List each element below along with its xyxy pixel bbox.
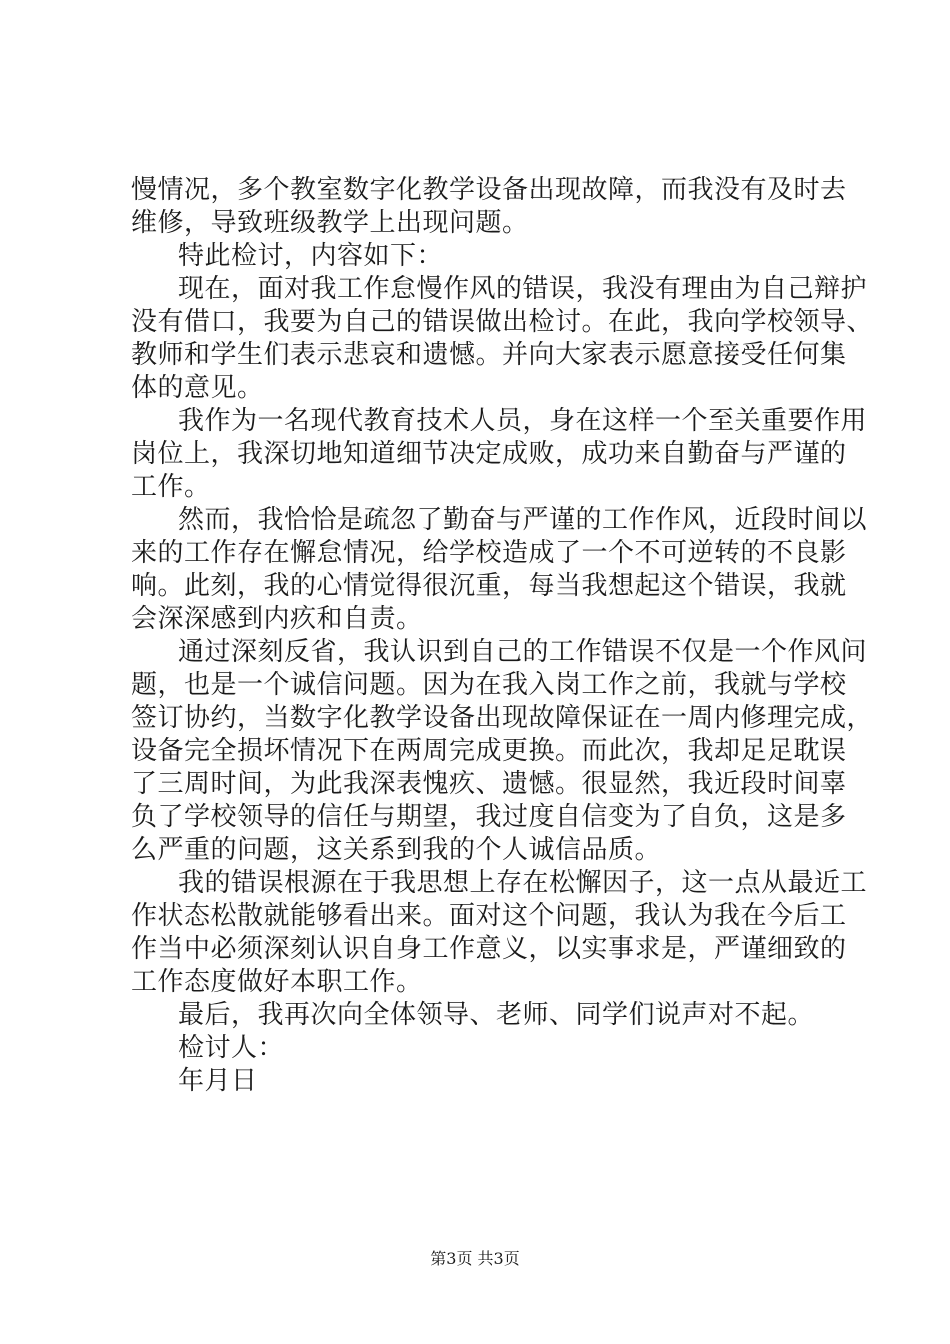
text-line: 响。此刻，我的心情觉得很沉重，每当我想起这个错误，我就 bbox=[131, 571, 847, 601]
text-line: 作当中必须深刻认识自身工作意义，以实事求是，严谨细致的 bbox=[131, 934, 847, 964]
page-number: 第3页 共3页 bbox=[430, 1249, 520, 1268]
text-line: 教师和学生们表示悲哀和遗憾。并向大家表示愿意接受任何集 bbox=[131, 340, 847, 370]
text-line: 没有借口，我要为自己的错误做出检讨。在此，我向学校领导、 bbox=[131, 307, 874, 337]
text-line: 会深深感到内疚和自责。 bbox=[131, 604, 423, 634]
text-line: 慢情况，多个教室数字化教学设备出现故障，而我没有及时去 bbox=[131, 175, 847, 205]
date-label: 年月日 bbox=[178, 1066, 258, 1096]
text-line: 来的工作存在懈怠情况，给学校造成了一个不可逆转的不良影 bbox=[131, 538, 847, 568]
text-line: 作状态松散就能够看出来。面对这个问题，我认为我在今后工 bbox=[131, 901, 847, 931]
text-line: 现在，面对我工作怠慢作风的错误，我没有理由为自己辩护 bbox=[178, 274, 868, 304]
text-line: 负了学校领导的信任与期望，我过度自信变为了自负，这是多 bbox=[131, 802, 847, 832]
text-line: 体的意见。 bbox=[131, 373, 264, 403]
text-line: 工作态度做好本职工作。 bbox=[131, 967, 423, 997]
text-line: 签订协约，当数字化教学设备出现故障保证在一周内修理完成， bbox=[131, 703, 874, 733]
text-line: 我作为一名现代教育技术人员，身在这样一个至关重要作用 bbox=[178, 406, 868, 436]
text-line: 最后，我再次向全体领导、老师、同学们说声对不起。 bbox=[178, 1000, 815, 1030]
text-line: 特此检讨，内容如下： bbox=[178, 241, 444, 271]
signature-label: 检讨人： bbox=[178, 1033, 285, 1063]
text-line: 岗位上，我深切地知道细节决定成败，成功来自勤奋与严谨的 bbox=[131, 439, 847, 469]
text-line: 题，也是一个诚信问题。因为在我入岗工作之前，我就与学校 bbox=[131, 670, 847, 700]
text-line: 然而，我恰恰是疏忽了勤奋与严谨的工作作风，近段时间以 bbox=[178, 505, 868, 535]
text-line: 了三周时间，为此我深表愧疚、遗憾。很显然，我近段时间辜 bbox=[131, 769, 847, 799]
text-line: 维修，导致班级教学上出现问题。 bbox=[131, 208, 529, 238]
document-body bbox=[131, 174, 874, 1098]
text-line: 通过深刻反省，我认识到自己的工作错误不仅是一个作风问 bbox=[178, 637, 868, 667]
text-line: 工作。 bbox=[131, 472, 211, 502]
text-line: 么严重的问题，这关系到我的个人诚信品质。 bbox=[131, 835, 662, 865]
text-line: 设备完全损坏情况下在两周完成更换。而此次，我却足足耽误 bbox=[131, 736, 847, 766]
text-line: 我的错误根源在于我思想上存在松懈因子，这一点从最近工 bbox=[178, 868, 868, 898]
